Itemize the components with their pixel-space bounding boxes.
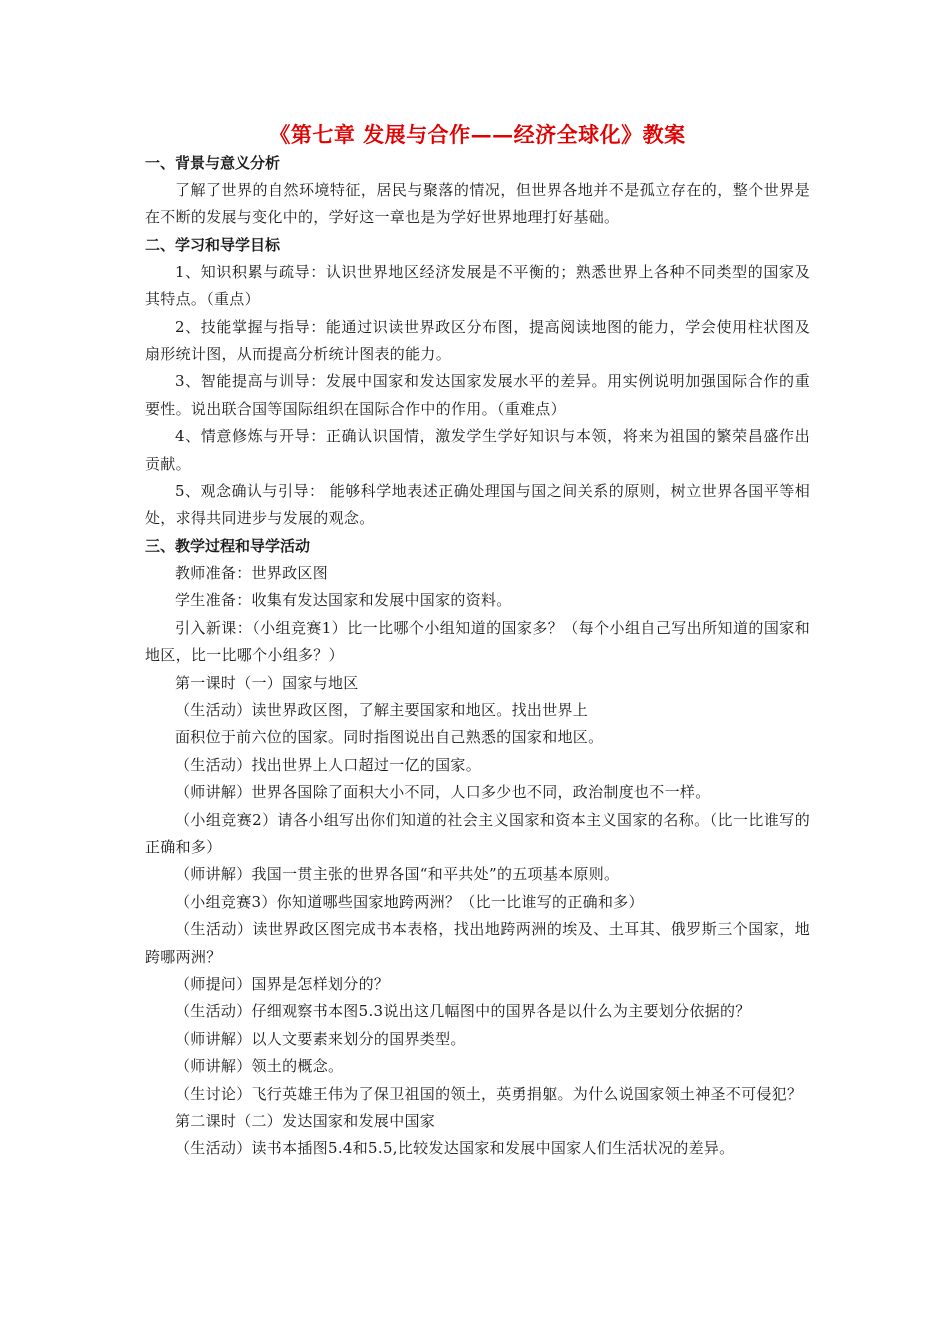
objective-item-3: 3、智能提高与训导：发展中国家和发达国家发展水平的差异。用实例说明加强国际合作的重要性。说出联合国等国际组织在国际合作中的作用。（重难点） xyxy=(145,372,810,418)
section-heading-process: 三、教学过程和导学活动 xyxy=(145,536,311,555)
process-line: 学生准备：收集有发达国家和发展中国家的资料。 xyxy=(175,591,512,610)
objective-item-2: 2、技能掌握与指导：能通过识读世界政区分布图，提高阅读地图的能力，学会使用柱状图及扇形统计图，从而提高分析统计图表的能力。 xyxy=(145,317,810,364)
process-line: （师讲解）以人文要素来划分的国界类型。 xyxy=(175,1029,466,1048)
process-line: （师讲解）领土的概念。 xyxy=(175,1057,344,1076)
process-line: （师讲解）世界各国除了面积大小不同，人口多少也不同，政治制度也不一样。 xyxy=(175,783,711,802)
objective-item-1: 1、知识积累与疏导：认识世界地区经济发展是不平衡的；熟悉世界上各种不同类型的国家及其特点。（重点） xyxy=(145,262,810,309)
process-line: 第二课时（二）发达国家和发展中国家 xyxy=(175,1112,436,1130)
objective-item-4: 4、情意修炼与开导：正确认识国情，激发学生学好知识与本领，将来为祖国的繁荣昌盛作出贡献。 xyxy=(145,427,810,473)
process-line: （师提问）国界是怎样划分的？ xyxy=(175,974,390,993)
document-title: 《第七章 发展与合作——经济全球化》教案 xyxy=(269,122,686,147)
document-page xyxy=(145,120,810,1163)
section-heading-objectives: 二、学习和导学目标 xyxy=(145,235,281,254)
process-line: （生活动）仔细观察书本图5.3说出这几幅图中的国界各是以什么为主要划分依据的？ xyxy=(175,1002,751,1021)
process-line: （生活动）找出世界上人口超过一亿的国家。 xyxy=(175,755,482,774)
section-heading-background: 一、背景与意义分析 xyxy=(145,154,281,172)
process-line: 面积位于前六位的国家。同时指图说出自己熟悉的国家和地区。 xyxy=(175,728,604,747)
process-line: （生活动）读书本插图5.4和5.5,比较发达国家和发展中国家人们生活状况的差异。 xyxy=(175,1139,735,1158)
process-line: 教师准备：世界政区图 xyxy=(175,563,329,582)
process-paragraph: （生活动）读世界政区图完成书本表格，找出地跨两洲的埃及、土耳其、俄罗斯三个国家，地跨哪两洲？ xyxy=(145,920,810,966)
process-paragraph: （小组竞赛2）请各小组写出你们知道的社会主义国家和资本主义国家的名称。（比一比谁写的正确和多） xyxy=(145,810,810,856)
process-paragraph: 引入新课：（小组竞赛1）比一比哪个小组知道的国家多？（每个小组自己写出所知道的国家和地区，比一比哪个小组多？） xyxy=(145,618,810,665)
process-line: 第一课时（一）国家与地区 xyxy=(175,673,359,692)
process-paragraph: （生讨论）飞行英雄王伟为了保卫祖国的领土，英勇捐躯。为什么说国家领土神圣不可侵犯？ xyxy=(175,1084,803,1103)
process-line: （小组竞赛3）你知道哪些国家地跨两洲？（比一比谁写的正确和多） xyxy=(175,892,644,911)
process-line: （生活动）读世界政区图，了解主要国家和地区。找出世界上 xyxy=(175,700,589,719)
paragraph-background: 了解了世界的自然环境特征，居民与聚落的情况，但世界各地并不是孤立存在的，整个世界是在不断的发展与变化中的，学好这一章也是为学好世界地理打好基础。 xyxy=(145,181,810,227)
objective-item-5: 5、观念确认与引导： 能够科学地表述正确处理国与国之间关系的原则，树立世界各国平等相处，求得共同进步与发展的观念。 xyxy=(145,482,810,528)
process-line: （师讲解）我国一贯主张的世界各国“和平共处”的五项基本原则。 xyxy=(175,865,620,884)
